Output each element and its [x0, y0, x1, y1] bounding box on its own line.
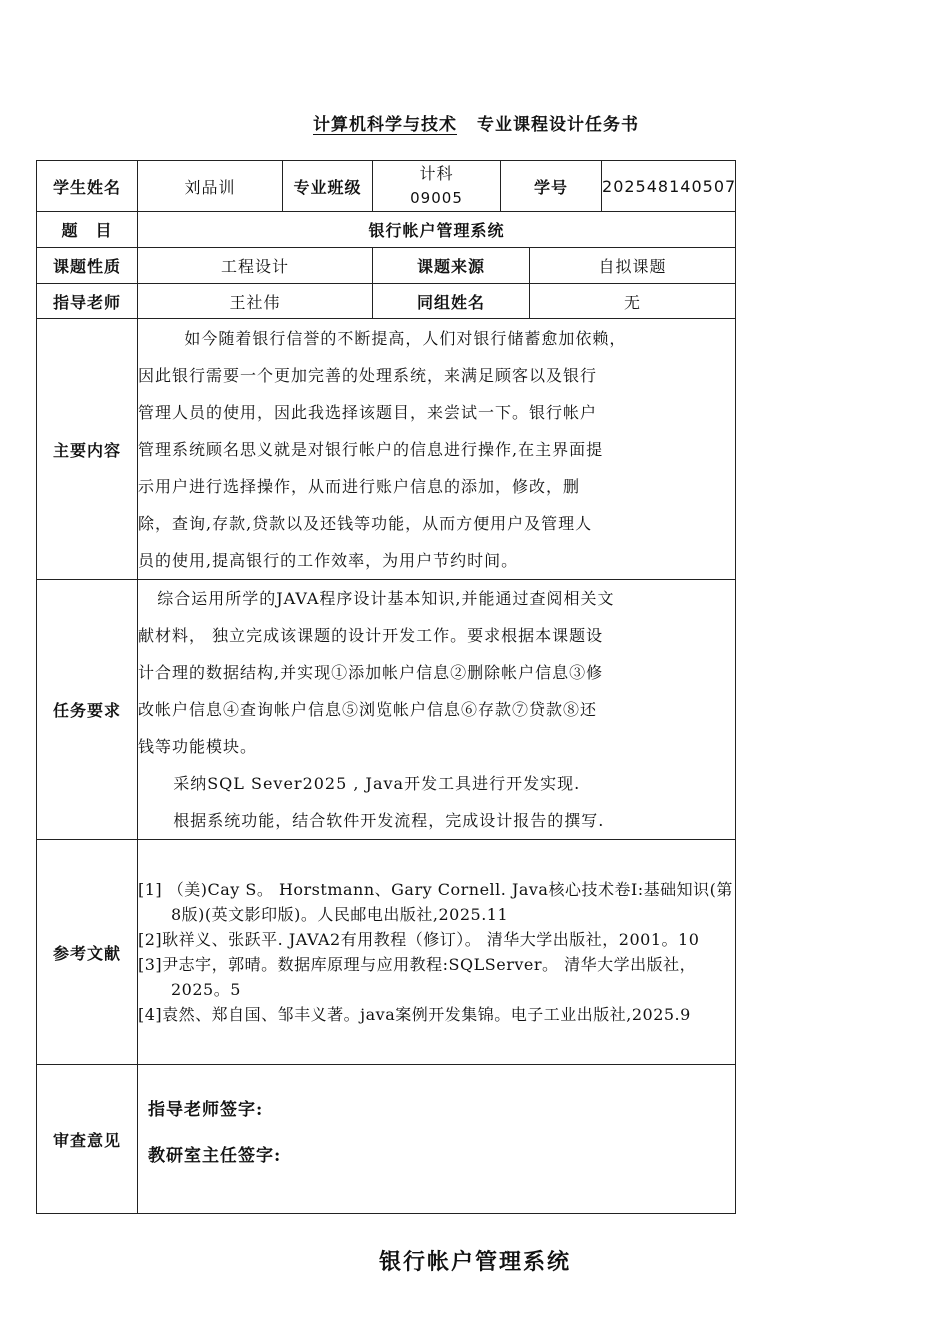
content-line: 示用户进行选择操作，从而进行账户信息的添加，修改，删	[138, 476, 581, 496]
requirements-line: 钱等功能模块。	[138, 737, 258, 756]
row-advisor	[37, 284, 736, 319]
references-list	[138, 840, 736, 1065]
row-topic	[37, 212, 736, 248]
reference-item: [1] （美)Cay S。 Horstmann、Gary Cornell. Java核心技术卷I:基础知识(第8版)(英文影印版)。人民邮电出版社,2025.11	[138, 880, 733, 924]
row-nature	[37, 248, 736, 284]
requirements-text	[138, 580, 736, 840]
content-text	[138, 319, 736, 580]
review-label: 审查意见	[37, 1065, 138, 1214]
content-line: 管理系统顾名思义就是对银行帐户的信息进行操作,在主界面提	[138, 439, 604, 459]
source-label: 课题来源	[373, 248, 530, 284]
requirements-report: 根据系统功能，结合软件开发流程，完成设计报告的撰写.	[173, 811, 605, 830]
topic-value: 银行帐户管理系统	[138, 212, 736, 248]
advisor-signature-label: 指导老师签字:	[148, 1100, 264, 1120]
row-content	[37, 319, 736, 580]
section-heading: 银行帐户管理系统	[378, 1249, 571, 1275]
references-label: 参考文献	[37, 840, 138, 1065]
reference-item: [3]尹志宇，郭晴。数据库原理与应用教程:SQLServer。 清华大学出版社，2025。5	[138, 955, 697, 999]
requirements-line: 献材料， 独立完成该课题的设计开发工作。要求根据本课题设	[138, 626, 604, 645]
content-line: 除，查询,存款,贷款以及还钱等功能，从而方便用户及管理人	[138, 513, 593, 533]
nature-value: 工程设计	[138, 248, 373, 284]
group-label: 同组姓名	[373, 284, 530, 319]
content-label: 主要内容	[37, 319, 138, 580]
row-review	[37, 1065, 736, 1214]
topic-label: 题 目	[37, 212, 138, 248]
content-line: 员的使用,提高银行的工作效率，为用户节约时间。	[138, 550, 519, 570]
content-line: 如今随着银行信誉的不断提高，人们对银行储蓄愈加依赖，	[184, 328, 627, 348]
class-line-1: 计科	[419, 164, 454, 183]
nature-label: 课题性质	[37, 248, 138, 284]
advisor-value: 王社伟	[138, 284, 373, 319]
reference-item: [4]袁然、郑自国、邹丰义著。java案例开发集锦。电子工业出版社,2025.9	[138, 1005, 691, 1024]
source-value: 自拟课题	[530, 248, 736, 284]
requirements-line: 改帐户信息④查询帐户信息⑤浏览帐户信息⑥存款⑦贷款⑧还	[138, 700, 598, 719]
content-line: 管理人员的使用，因此我选择该题目，来尝试一下。银行帐户	[138, 402, 598, 422]
reference-item: [2]耿祥义、张跃平. JAVA2有用教程（修订）。 清华大学出版社，2001。10	[138, 930, 700, 949]
student-name-label: 学生姓名	[37, 161, 138, 212]
review-area	[138, 1065, 736, 1214]
student-name: 刘品训	[138, 161, 283, 212]
task-table	[36, 160, 736, 1214]
class-label: 专业班级	[283, 161, 373, 212]
student-id-label: 学号	[501, 161, 602, 212]
class-value	[373, 161, 501, 212]
advisor-label: 指导老师	[37, 284, 138, 319]
requirements-line: 综合运用所学的JAVA程序设计基本知识,并能通过查阅相关文	[157, 589, 615, 608]
student-id: 202548140507	[602, 161, 736, 212]
major-name: 计算机科学与技术	[313, 115, 457, 135]
requirements-label: 任务要求	[37, 580, 138, 840]
row-references	[37, 840, 736, 1065]
group-value: 无	[530, 284, 736, 319]
page-title	[0, 110, 950, 135]
class-line-2: 09005	[410, 189, 463, 207]
requirements-tools: 采纳SQL Sever2025 , Java开发工具进行开发实现.	[173, 774, 581, 793]
content-line: 因此银行需要一个更加完善的处理系统，来满足顾客以及银行	[138, 365, 598, 385]
row-requirements	[37, 580, 736, 840]
row-student	[37, 161, 736, 212]
director-signature-label: 教研室主任签字:	[148, 1146, 282, 1166]
requirements-line: 计合理的数据结构,并实现①添加帐户信息②删除帐户信息③修	[138, 663, 604, 682]
title-rest: 专业课程设计任务书	[477, 115, 639, 135]
